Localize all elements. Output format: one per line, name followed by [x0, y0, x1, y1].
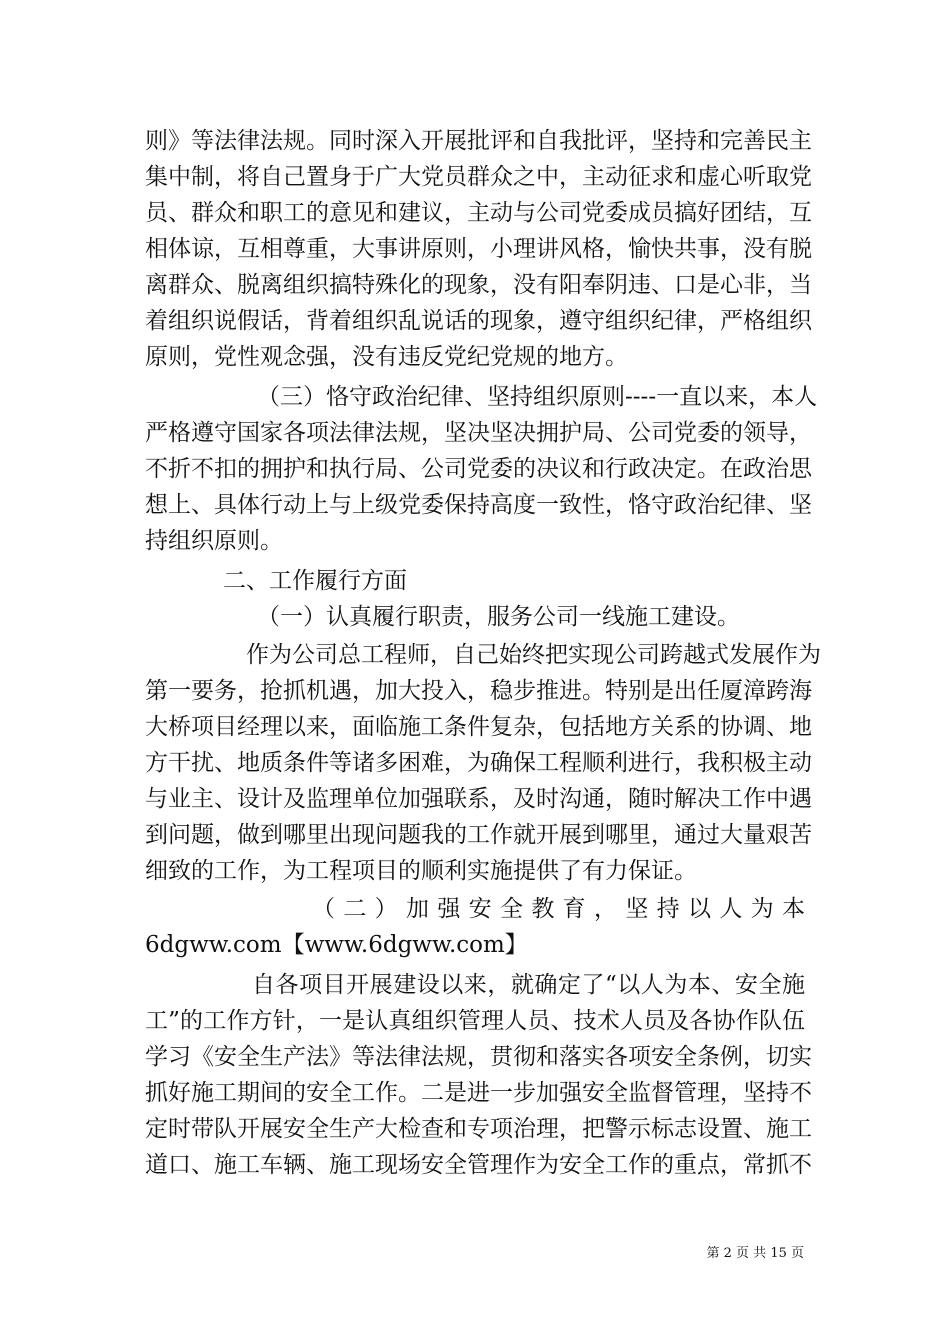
page-footer: 第 2 页 共 15 页 [706, 1246, 804, 1261]
text-line: 集中制，将自己置身于广大党员群众之中，主动征求和虚心听取党 [145, 164, 812, 190]
text-line: （二）加强安全教育，坚持以人为本 [312, 896, 805, 922]
text-line: 大桥项目经理以来，面临施工条件复杂，包括地方关系的协调、地 [145, 714, 812, 740]
text-line: 不折不扣的拥护和执行局、公司党委的决议和行政决定。在政治思 [145, 456, 812, 482]
text-line: （一）认真履行职责，服务公司一线施工建设。 [257, 604, 740, 630]
text-line: 6dgww.com【www.6dgww.com】 [145, 932, 528, 958]
text-line: 二、工作履行方面 [223, 568, 407, 594]
text-line: 原则，党性观念强，没有违反党纪党规的地方。 [145, 344, 628, 370]
text-line: 则》等法律法规。同时深入开展批评和自我批评，坚持和完善民主 [145, 128, 812, 154]
text-line: 想上、具体行动上与上级党委保持高度一致性，恪守政治纪律、坚 [145, 492, 812, 518]
text-line: 学习《安全生产法》等法律法规，贯彻和落实各项安全条例，切实 [145, 1044, 812, 1070]
text-line: 第一要务，抢抓机遇，加大投入，稳步推进。特别是出任厦漳跨海 [145, 678, 812, 704]
text-line: 持组织原则。 [145, 528, 283, 554]
text-line: 严格遵守国家各项法律法规，坚决坚决拥护局、公司党委的领导， [145, 420, 812, 446]
text-line: 员、群众和职工的意见和建议，主动与公司党委成员搞好团结，互 [145, 200, 812, 226]
text-line: （三）恪守政治纪律、坚持组织原则----一直以来，本人 [257, 384, 818, 410]
text-line: 抓好施工期间的安全工作。二是进一步加强安全监督管理，坚持不 [145, 1080, 812, 1106]
text-line: 离群众、脱离组织搞特殊化的现象，没有阳奉阴违、口是心非，当 [145, 272, 812, 298]
text-line: 定时带队开展安全生产大检查和专项治理，把警示标志设置、施工 [145, 1116, 812, 1142]
text-line: 作为公司总工程师，自己始终把实现公司跨越式发展作为 [246, 642, 821, 668]
text-line: 工”的工作方针，一是认真组织管理人员、技术人员及各协作队伍 [145, 1008, 805, 1034]
text-line: 道口、施工车辆、施工现场安全管理作为安全工作的重点，常抓不 [145, 1152, 812, 1178]
text-line: 与业主、设计及监理单位加强联系，及时沟通，随时解决工作中遇 [145, 786, 812, 812]
text-line: 着组织说假话，背着组织乱说话的现象，遵守组织纪律，严格组织 [145, 308, 812, 334]
text-line: 方干扰、地质条件等诸多困难，为确保工程顺利进行，我积极主动 [145, 750, 812, 776]
text-line: 自各项目开展建设以来，就确定了“以人为本、安全施 [252, 972, 805, 998]
text-line: 相体谅，互相尊重，大事讲原则，小理讲风格，愉快共事，没有脱 [145, 236, 812, 262]
text-line: 到问题，做到哪里出现问题我的工作就开展到哪里，通过大量艰苦 [145, 822, 812, 848]
text-line: 细致的工作，为工程项目的顺利实施提供了有力保证。 [145, 858, 697, 884]
